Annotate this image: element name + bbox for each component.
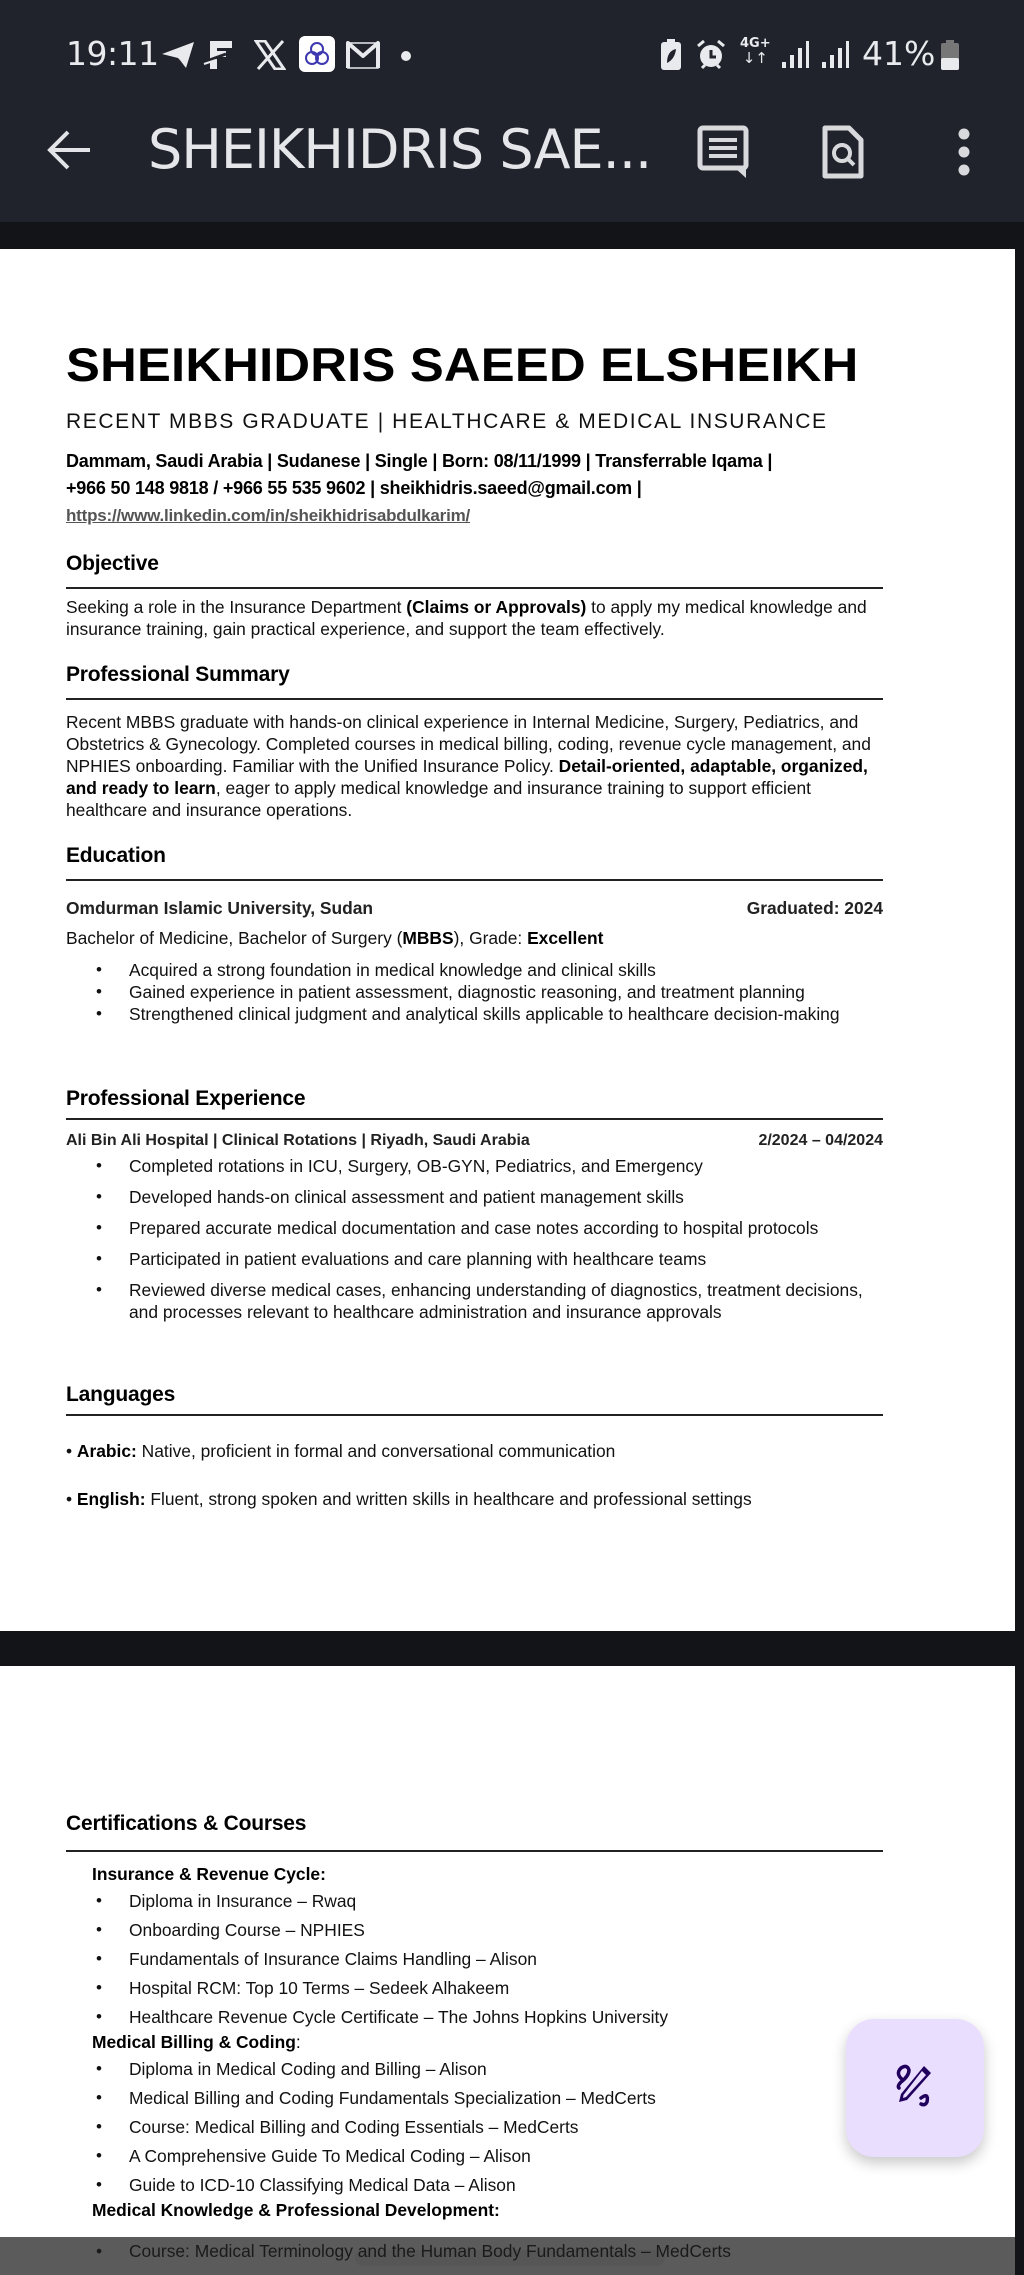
list-item: • Strengthened clinical judgment and analytical skills applicable to healthcare decision-making xyxy=(66,1003,883,1025)
search-document-icon[interactable] xyxy=(815,124,871,180)
contact-line-2: +966 50 148 9818 / +966 55 535 9602 | sheikhidris.saeed@gmail.com | xyxy=(66,478,642,498)
certifications-section xyxy=(66,1812,883,2221)
graduation-date: Graduated: 2024 xyxy=(746,898,883,918)
list-item: • Course: Medical Terminology and the Human Body Fundamentals – MedCerts xyxy=(66,2241,731,2262)
top-bar xyxy=(0,0,1024,222)
bottom-nav-overlay xyxy=(0,2237,1015,2275)
battery-percent: 41% xyxy=(862,34,936,73)
list-item: • Diploma in Medical Coding and Billing – Alison xyxy=(66,2058,883,2080)
document-title: SHEIKHIDRIS SAE... xyxy=(148,118,652,181)
draw-annotate-icon xyxy=(891,2062,939,2115)
institution: Omdurman Islamic University, Sudan xyxy=(66,898,374,918)
section-divider xyxy=(66,879,883,881)
linkedin-link[interactable]: https://www.linkedin.com/in/sheikhidrisabdulkarim/ xyxy=(66,506,471,525)
list-item: • Healthcare Revenue Cycle Certificate – The Johns Hopkins University xyxy=(66,2006,883,2028)
list-item: • Acquired a strong foundation in medical knowledge and clinical skills xyxy=(66,959,883,981)
gmail-icon xyxy=(345,40,381,70)
objective-section xyxy=(66,552,883,640)
list-item: • Prepared accurate medical documentation and case notes according to hospital protocols xyxy=(66,1217,883,1239)
summary-section xyxy=(66,663,883,821)
summary-text: Recent MBBS graduate with hands-on clinical experience in Internal Medicine, Surgery, Pediatrics, and Obstetrics & Gynecology. Completed courses in medical billing, coding, revenue cycle management, and NPHIES onboarding. Familiar with the Unified Insurance Policy. Detail-oriented, adaptable, organized, and ready to learn, eager to apply medical knowledge and insurance training to support efficient healthcare and insurance operations. xyxy=(66,712,871,820)
resume-header xyxy=(66,337,883,529)
x-icon xyxy=(254,40,286,70)
list-item: • Medical Billing and Coding Fundamentals Specialization – MedCerts xyxy=(66,2087,883,2109)
list-item: • Onboarding Course – NPHIES xyxy=(66,1919,883,1941)
education-bullets xyxy=(66,959,883,1025)
section-divider xyxy=(66,1118,883,1120)
comments-icon[interactable] xyxy=(695,124,751,180)
cert-group-title: Medical Knowledge & Professional Development: xyxy=(92,2200,500,2220)
list-item: • Diploma in Insurance – Rwaq xyxy=(66,1890,883,1912)
cert-group-title: Insurance & Revenue Cycle: xyxy=(92,1864,326,1884)
flipboard-icon xyxy=(202,40,234,70)
list-item: • Developed hands-on clinical assessment and patient management skills xyxy=(66,1186,883,1208)
experience-section xyxy=(66,1087,883,1323)
cert-group-title: Medical Billing & Coding: xyxy=(92,2032,301,2052)
pdf-page-2 xyxy=(0,1666,1015,2275)
battery-saver-icon xyxy=(659,40,683,70)
section-divider xyxy=(66,587,883,589)
contact-line-1: Dammam, Saudi Arabia | Sudanese | Single | Born: 08/11/1999 | Transferrable Iqama | xyxy=(66,451,773,471)
resume-subtitle: RECENT MBBS GRADUATE | HEALTHCARE & MEDICAL INSURANCE xyxy=(66,410,828,433)
scroll-gutter[interactable] xyxy=(1015,222,1024,2275)
experience-bullets xyxy=(66,1155,883,1323)
pdf-page-1 xyxy=(0,249,1015,1631)
contact-info xyxy=(66,448,883,529)
section-heading: Languages xyxy=(66,1383,176,1406)
section-divider xyxy=(66,698,883,700)
language-item: • Arabic: Native, proficient in formal and conversational communication xyxy=(66,1441,616,1461)
signal-icon xyxy=(780,40,810,70)
list-item: • Reviewed diverse medical cases, enhancing understanding of diagnostics, treatment decisions, and processes relevant to healthcare administration and insurance approvals xyxy=(66,1279,883,1323)
telegram-icon xyxy=(160,40,196,70)
language-item: • English: Fluent, strong spoken and written skills in healthcare and professional settings xyxy=(66,1489,752,1509)
position: Ali Bin Ali Hospital | Clinical Rotations | Riyadh, Saudi Arabia xyxy=(66,1132,530,1149)
degree: Bachelor of Medicine, Bachelor of Surgery (MBBS), Grade: Excellent xyxy=(66,928,604,948)
section-heading: Professional Experience xyxy=(66,1087,306,1110)
objective-text: Seeking a role in the Insurance Department (Claims or Approvals) to apply my medical knowledge and insurance training, gain practical experience, and support the team effectively. xyxy=(66,597,867,639)
list-item: • Guide to ICD-10 Classifying Medical Data – Alison xyxy=(66,2174,883,2196)
languages-section xyxy=(66,1383,883,1510)
list-item: • Participated in patient evaluations and care planning with healthcare teams xyxy=(66,1248,883,1270)
more-vert-icon[interactable] xyxy=(936,124,992,180)
signal-icon xyxy=(820,40,850,70)
alarm-icon xyxy=(695,40,727,70)
cert-list xyxy=(66,1890,883,2028)
status-time: 19:11 xyxy=(66,34,159,73)
arrow-back-icon[interactable] xyxy=(44,128,94,172)
list-item: • Fundamentals of Insurance Claims Handling – Alison xyxy=(66,1948,883,1970)
list-item: • Gained experience in patient assessment, diagnostic reasoning, and treatment planning xyxy=(66,981,883,1003)
network-4g-plus-icon: 4G+ ↓↑ xyxy=(740,36,771,67)
section-divider xyxy=(66,1414,883,1416)
education-section xyxy=(66,844,883,1025)
education-row xyxy=(66,898,883,919)
list-item: • Course: Medical Billing and Coding Essentials – MedCerts xyxy=(66,2116,883,2138)
list-item: • Hospital RCM: Top 10 Terms – Sedeek Alhakeem xyxy=(66,1977,883,1999)
annotate-fab-button[interactable] xyxy=(846,2019,984,2157)
section-heading: Education xyxy=(66,844,166,867)
section-heading: Certifications & Courses xyxy=(66,1812,307,1835)
section-divider xyxy=(66,1850,883,1852)
app-icon xyxy=(299,36,335,72)
notification-dot-icon xyxy=(400,40,412,70)
list-item: • A Comprehensive Guide To Medical Coding – Alison xyxy=(66,2145,883,2167)
app-bar xyxy=(0,110,1024,190)
resume-name: SHEIKHIDRIS SAEED ELSHEIKH xyxy=(66,338,859,391)
experience-row xyxy=(66,1132,883,1150)
battery-icon xyxy=(940,40,960,70)
section-heading: Objective xyxy=(66,552,159,575)
cert-list xyxy=(66,2058,883,2196)
status-bar xyxy=(0,30,1024,82)
section-heading: Professional Summary xyxy=(66,663,290,686)
experience-dates: 2/2024 – 04/2024 xyxy=(758,1132,883,1149)
list-item: • Completed rotations in ICU, Surgery, OB-GYN, Pediatrics, and Emergency xyxy=(66,1155,883,1177)
